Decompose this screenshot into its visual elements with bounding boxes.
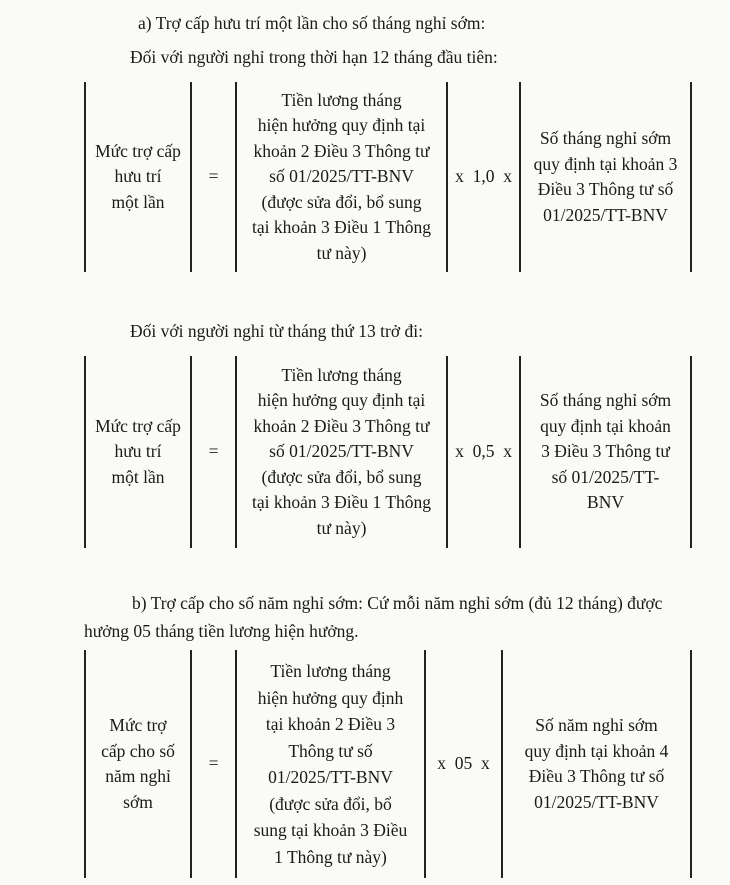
- equals-sign: =: [208, 166, 219, 187]
- formula-middle-term: Tiền lương tháng hiện hưởng quy định tại khoản 2 Điều 3 Thông tư số 01/2025/TT-BNV (được sửa đổi, bổ sung tại khoản 3 Điều 1 Thông tư này): [251, 364, 432, 538]
- bracket-bar: [690, 650, 692, 878]
- formula-middle-term: Tiền lương tháng hiện hưởng quy định tại khoản 2 Điều 3 Thông tư số 01/2025/TT-BNV (được sửa đổi, bổ sung tại khoản 3 Điều 1 Thông tư này): [251, 89, 432, 263]
- multiplier: x 05 x: [437, 753, 490, 774]
- formula-block-3: [0, 650, 730, 878]
- formula-right-term: Số tháng nghỉ sớm quy định tại khoản 3 Điều 3 Thông tư số 01/2025/TT- BNV: [539, 390, 672, 513]
- formula-block-1: [0, 82, 730, 272]
- multiplier: x 0,5 x: [455, 441, 512, 462]
- formula-right-term: Số năm nghỉ sớm quy định tại khoản 4 Điều 3 Thông tư số 01/2025/TT-BNV: [524, 715, 669, 812]
- equals-sign: =: [208, 441, 219, 462]
- heading-b-line-1: b) Trợ cấp cho số năm nghỉ sớm: Cứ mỗi năm nghỉ sớm (đủ 12 tháng) được: [132, 593, 663, 613]
- multiplier: x 1,0 x: [455, 166, 512, 187]
- bracket-bar: [690, 82, 692, 272]
- equals-sign: =: [208, 753, 219, 774]
- bracket-bar: [690, 356, 692, 548]
- intro-first-12-months: Đối với người nghỉ trong thời hạn 12 tháng đầu tiên:: [130, 47, 498, 67]
- formula-left-term: Mức trợ cấp hưu trí một lần: [95, 140, 181, 212]
- formula-left-term: Mức trợ cấp cho số năm nghỉ sớm: [101, 715, 175, 812]
- formula-middle-term: Tiền lương tháng hiện hưởng quy định tại khoản 2 Điều 3 Thông tư số 01/2025/TT-BNV (được sửa đổi, bổ sung tại khoản 3 Điều 1 Thông tư này): [253, 661, 408, 867]
- formula-left-term: Mức trợ cấp hưu trí một lần: [95, 415, 181, 487]
- intro-from-month-13: Đối với người nghỉ từ tháng thứ 13 trở đi:: [130, 321, 423, 341]
- heading-b-line-2: hưởng 05 tháng tiền lương hiện hưởng.: [84, 621, 359, 641]
- formula-right-term: Số tháng nghỉ sớm quy định tại khoản 3 Điều 3 Thông tư số 01/2025/TT-BNV: [533, 128, 678, 225]
- heading-a: a) Trợ cấp hưu trí một lần cho số tháng nghỉ sớm:: [138, 13, 486, 33]
- formula-block-2: [0, 356, 730, 548]
